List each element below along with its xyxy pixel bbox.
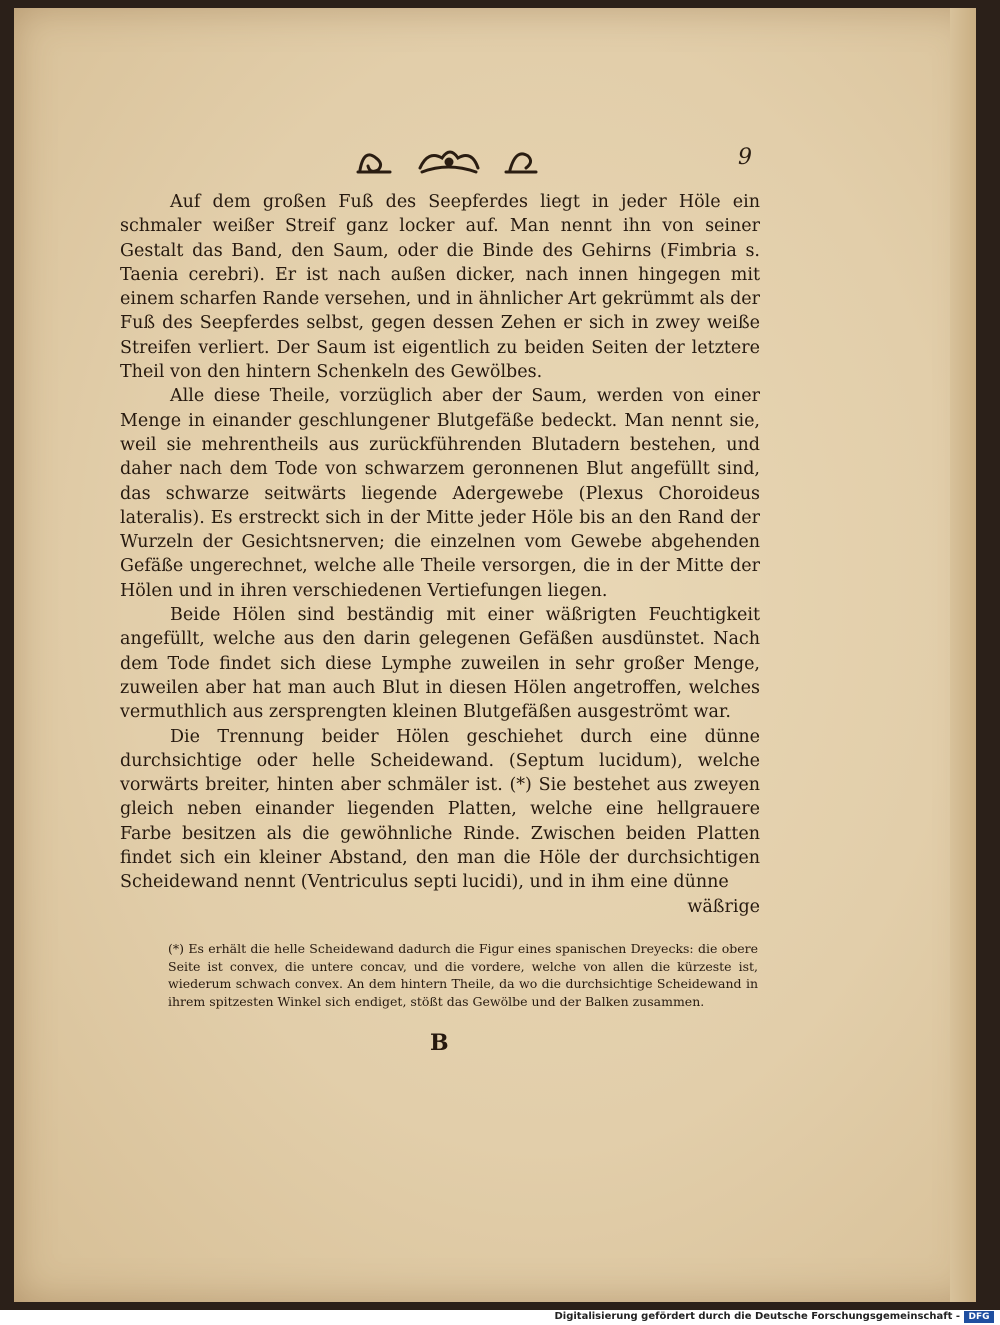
page-number: 9 xyxy=(738,145,752,170)
ornament-icon xyxy=(350,140,540,180)
footnote: (*) Es erhält die helle Scheidewand dadurch die Figur eines spanischen Dreyecks: die obere Seite ist convex, die untere concav, und die vordere, welche von allen die kürzeste ist, wiederum schwach convex. An dem hintern Theile, da wo die durchsichtige Scheidewand in ihrem spitzesten Winkel sich endiget, stößt das Gewölbe und der Balken zusammen. xyxy=(168,941,758,1009)
funding-credit: Digitalisierung gefördert durch die Deutsche Forschungsgemeinschaft - xyxy=(554,1311,960,1322)
paragraph: Alle diese Theile, vorzüglich aber der Saum, werden von einer Menge in einander geschlungener Blutgefäße bedeckt. Man nennt sie, weil sie mehrentheils aus zurückführenden Blutadern bestehen, und daher nach dem Tode von schwarzem geronnenen Blut angefüllt sind, das schwarze seitwärts liegende Adergewebe (Plexus Choroideus lateralis). Es erstreckt sich in der Mitte jeder Höle bis an den Rand der Wurzeln der Gesichtsnerven; die einzelnen vom Gewebe abgehenden Gefäße ungerechnet, welche alle Theile versorgen, die in der Mitte der Hölen und in ihren verschiedenen Vertiefungen liegen. xyxy=(120,386,760,601)
dfg-logo-icon: DFG xyxy=(964,1311,994,1323)
catchword: wäßrige xyxy=(687,896,760,917)
paragraph: Auf dem großen Fuß des Seepferdes liegt in jeder Höle ein schmaler weißer Streif ganz locker auf. Man nennt ihn von seiner Gestalt das Band, den Saum, oder die Binde des Gehirns (Fimbria s. Taenia cerebri). Er ist nach außen dicker, nach innen hingegen mit einem scharfen Rande versehen, und in ähnlicher Art gekrümmt als der Fuß des Seepferdes selbst, gegen dessen Zehen er sich in zwey weiße Streifen verliert. Der Saum ist eigentlich zu beiden Seiten der letztere Theil von den hintern Schenkeln des Gewölbes. xyxy=(120,192,760,383)
signature-mark: B xyxy=(430,1030,449,1056)
paragraph: Beide Hölen sind beständig mit einer wäßrigten Feuchtigkeit angefüllt, welche aus den darin gelegenen Gefäßen ausdünstet. Nach dem Tode findet sich diese Lymphe zuweilen in sehr großer Menge, zuweilen aber hat man auch Blut in diesen Hölen angetroffen, welches vermuthlich aus zersprengten kleinen Blutgefäßen ausgeströmt war. xyxy=(120,605,760,723)
paragraph: Die Trennung beider Hölen geschiehet durch eine dünne durchsichtige oder helle Scheidewand. (Septum lucidum), welche vorwärts breiter, hinten aber schmäler ist. (*) Sie bestehet aus zweyen gleich neben einander liegenden Platten, welche eine hellgrauere Farbe besitzen als die gewöhnliche Rinde. Zwischen beiden Platten findet sich ein kleiner Abstand, den man die Höle der durchsichtigen Scheidewand nennt (Ventriculus septi lucidi), und in ihm eine dünne xyxy=(120,726,760,893)
page-edge xyxy=(950,8,976,1302)
main-text xyxy=(120,190,760,919)
